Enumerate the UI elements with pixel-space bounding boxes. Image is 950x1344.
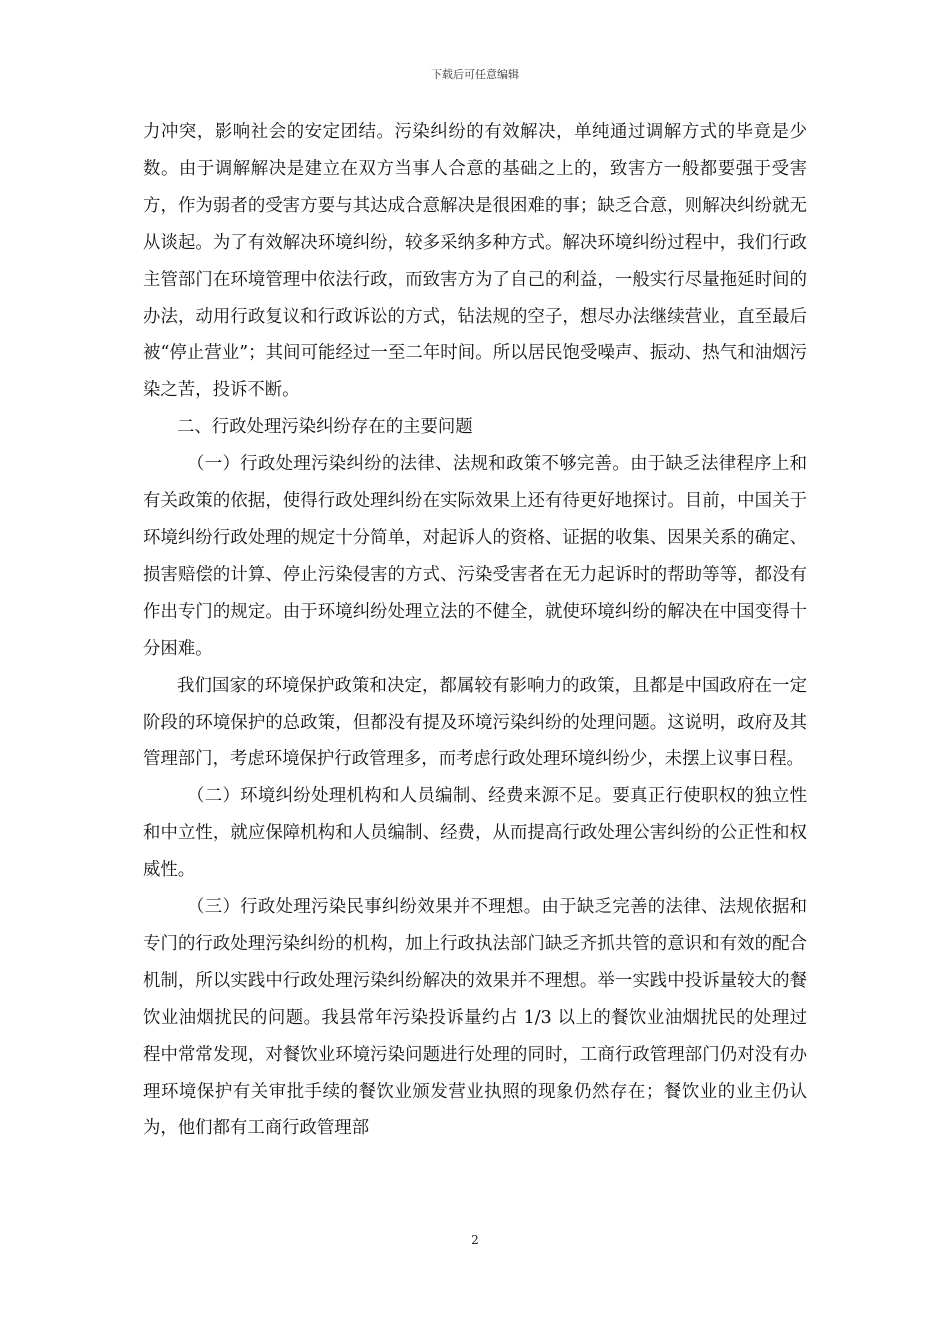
paragraph-policy: 我们国家的环境保护政策和决定，都属较有影响力的政策，且都是中国政府在一定阶段的环境保护的总政策，但都没有提及环境污染纠纷的处理问题。这说明，政府及其管理部门，考虑环境保护行政管理多，而考虑行政处理环境纠纷少，未摆上议事日程。 [143,675,807,770]
paragraph-issue-1: （一）行政处理污染纠纷的法律、法规和政策不够完善。由于缺乏法律程序上和有关政策的依据，使得行政处理纠纷在实际效果上还有待更好地探讨。目前，中国关于环境纠纷行政处理的规定十分简单，对起诉人的资格、证据的收集、因果关系的确定、损害赔偿的计算、停止污染侵害的方式、污染受害者在无力起诉时的帮助等等，都没有作出专门的规定。由于环境纠纷处理立法的不健全，就使环境纠纷的解决在中国变得十分困难。 [143,454,807,659]
page-header: 下载后可任意编辑 [431,68,519,81]
paragraph-issue-2: （二）环境纠纷处理机构和人员编制、经费来源不足。要真正行使职权的独立性和中立性，就应保障机构和人员编制、经费，从而提高行政处理公害纠纷的公正性和权威性。 [143,786,807,881]
paragraph-issue-3: （三）行政处理污染民事纠纷效果并不理想。由于缺乏完善的法律、法规依据和专门的行政处理污染纠纷的机构，加上行政执法部门缺乏齐抓共管的意识和有效的配合机制，所以实践中行政处理污染纠纷解决的效果并不理想。举一实践中投诉量较大的餐饮业油烟扰民的问题。我县常年污染投诉量约占 1/3 以上的餐饮业油烟扰民的处理过程中常常发现，对餐饮业环境污染问题进行处理的同时，工商行政管理部门仍对没有办理环境保护有关审批手续的餐饮业颁发营业执照的现象仍然存在；餐饮业的业主仍认为，他们都有工商行政管理部 [143,897,807,1139]
document-body [143,114,807,1147]
section-heading: 二、行政处理污染纠纷存在的主要问题 [177,417,473,438]
page-number: 2 [471,1233,479,1247]
paragraph-continuation: 力冲突，影响社会的安定团结。污染纠纷的有效解决，单纯通过调解方式的毕竟是少数。由于调解解决是建立在双方当事人合意的基础之上的，致害方一般都要强于受害方，作为弱者的受害方要与其达成合意解决是很困难的事；缺乏合意，则解决纠纷就无从谈起。为了有效解决环境纠纷，较多采纳多种方式。解决环境纠纷过程中，我们行政主管部门在环境管理中依法行政，而致害方为了自己的利益，一般实行尽量拖延时间的办法，动用行政复议和行政诉讼的方式，钻法规的空子，想尽办法继续营业，直至最后被“停止营业”；其间可能经过一至二年时间。所以居民饱受噪声、振动、热气和油烟污染之苦，投诉不断。 [143,122,807,401]
